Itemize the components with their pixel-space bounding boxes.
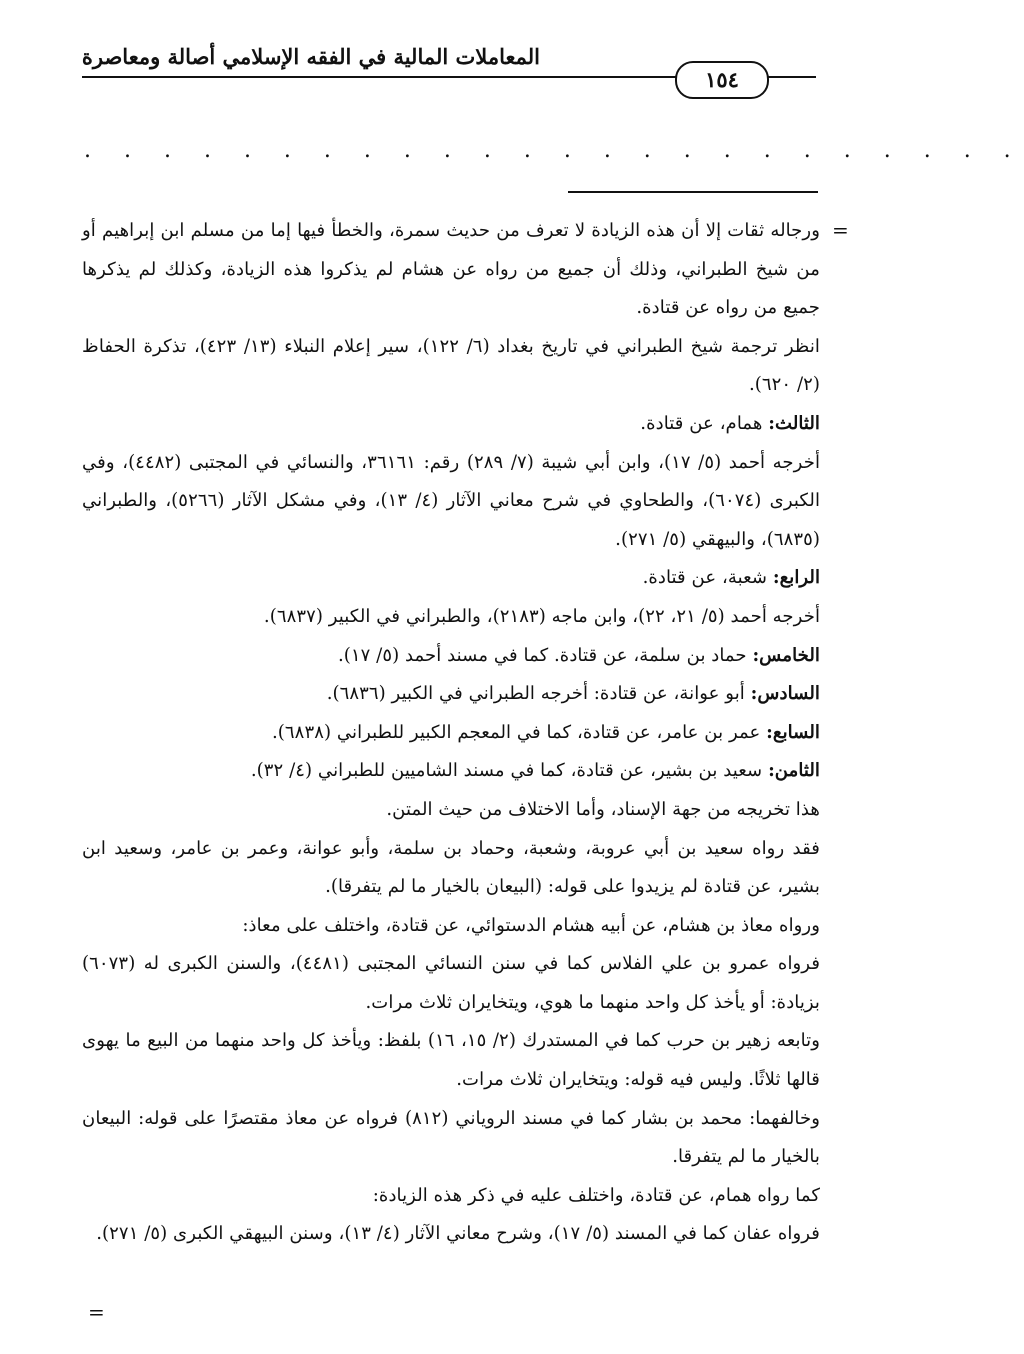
paragraph: [82, 1177, 820, 1216]
paragraph-text: أخرجه أحمد (٥/ ١٧)، وابن أبي شيبة (٧/ ٢٨٩) رقم: ٣٦١٦١، والنسائي في المجتبى (٤٤٨٢)، وفي الكبرى (٦٠٧٤)، والطحاوي في شرح معاني الآثار (٤/ ١٣)، وفي مشكل الآثار (٥٢٦٦)، والطبراني (٦٨٣٥)، والبيهقي (٥/ ٢٧١).: [82, 451, 820, 550]
paragraph: [82, 945, 820, 1022]
paragraph: [82, 598, 820, 637]
paragraph-text: هذا تخريجه من جهة الإسناد، وأما الاختلاف من حيث المتن.: [386, 798, 820, 820]
paragraph-text: شعبة، عن قتادة.: [642, 567, 773, 589]
paragraph: [82, 830, 820, 907]
paragraph-text: أخرجه أحمد (٥/ ٢١، ٢٢)، وابن ماجه (٢١٨٣)، والطبراني في الكبير (٦٨٣٧).: [263, 605, 820, 627]
continuation-mark-top: =: [832, 218, 849, 242]
paragraph: [82, 559, 820, 598]
paragraph-label: الرابع:: [772, 567, 820, 589]
paragraph: [82, 907, 820, 946]
paragraph: [82, 405, 820, 444]
paragraph: [82, 444, 820, 560]
footnote-rule: [568, 191, 818, 193]
paragraph-label: السادس:: [750, 683, 820, 705]
paragraph-label: الثامن:: [768, 760, 820, 782]
paragraph-text: فرواه عمرو بن علي الفلاس كما في سنن النسائي المجتبى (٤٤٨١)، والسنن الكبرى له (٦٠٧٣) بزيادة: أو يأخذ كل واحد منهما ما هوي، ويتخايران ثلاث مرات.: [82, 953, 821, 1013]
paragraph: [82, 1215, 820, 1254]
paragraph: [82, 675, 820, 714]
paragraph-text: فرواه عفان كما في المسند (٥/ ١٧)، وشرح معاني الآثار (٤/ ١٣)، وسنن البيهقي الكبرى (٥/ ٢٧١).: [96, 1223, 820, 1245]
paragraph-text: كما رواه همام، عن قتادة، واختلف عليه في ذكر هذه الزيادة:: [372, 1184, 820, 1206]
paragraph-text: وخالفهما: محمد بن بشار كما في مسند الروياني (٨١٢) فرواه عن معاذ مقتصرًا على قوله: البيعان بالخيار ما لم يتفرقا.: [82, 1107, 820, 1168]
footnote-text: [82, 212, 820, 1254]
paragraph: [82, 714, 820, 753]
paragraph-label: الخامس:: [752, 644, 820, 666]
paragraph-text: أبو عوانة، عن قتادة: أخرجه الطبراني في الكبير (٦٨٣٦).: [326, 683, 751, 705]
paragraph: [82, 637, 820, 676]
paragraph-text: همام، عن قتادة.: [640, 412, 769, 434]
paragraph: [82, 791, 820, 830]
page-number: ١٥٤: [675, 61, 769, 99]
continuation-mark-bottom: =: [88, 1300, 105, 1324]
paragraph-text: انظر ترجمة شيخ الطبراني في تاريخ بغداد (٦/ ١٢٢)، سير إعلام النبلاء (١٣/ ٤٢٣)، تذكرة الحفاظ (٢/ ٦٢٠).: [82, 335, 820, 396]
paragraph-label: الثالث:: [768, 412, 820, 434]
paragraph-label: السابع:: [766, 721, 820, 743]
paragraph: [82, 752, 820, 791]
paragraph-text: ورجاله ثقات إلا أن هذه الزيادة لا تعرف من حديث سمرة، والخطأ فيها إما من مسلم ابن إبراهيم أو من شيخ الطبراني، وذلك أن جميع من رواه عن هشام لم يذكروا هذه الزيادة، وكذلك لم يذكرها جميع من رواه عن قتادة.: [82, 220, 820, 319]
running-title: المعاملات المالية في الفقه الإسلامي أصالة ومعاصرة: [81, 44, 540, 69]
paragraph: [82, 1022, 820, 1099]
paragraph-text: فقد رواه سعيد بن أبي عروبة، وشعبة، وحماد بن سلمة، وأبو عوانة، وعمر بن عامر، وسعيد ابن بشير، عن قتادة لم يزيدوا على قوله: (البيعان بالخيار ما لم يتفرقا).: [82, 837, 820, 898]
paragraph-text: سعيد بن بشير، عن قتادة، كما في مسند الشاميين للطبراني (٤/ ٣٢).: [250, 760, 769, 782]
paragraph: [82, 328, 820, 405]
paragraph-text: ورواه معاذ بن هشام، عن أبيه هشام الدستوائي، عن قتادة، واختلف على معاذ:: [242, 914, 820, 936]
paragraph-text: عمر بن عامر، عن قتادة، كما في المعجم الكبير للطبراني (٦٨٣٨).: [272, 721, 767, 743]
paragraph-text: وتابعه زهير بن حرب كما في المستدرك (٢/ ١٥، ١٦) بلفظ: ويأخذ كل واحد منهما من البيع ما يهوى قالها ثلاثًا. وليس فيه قوله: ويتخايران ثلاث مرات.: [82, 1030, 821, 1091]
separator-dots: . . . . . . . . . . . . . . . . . . . . . . . .: [84, 138, 1024, 163]
paragraph: [82, 212, 820, 328]
paragraph-text: حماد بن سلمة، عن قتادة. كما في مسند أحمد (٥/ ١٧).: [337, 644, 753, 666]
paragraph: [82, 1100, 820, 1177]
